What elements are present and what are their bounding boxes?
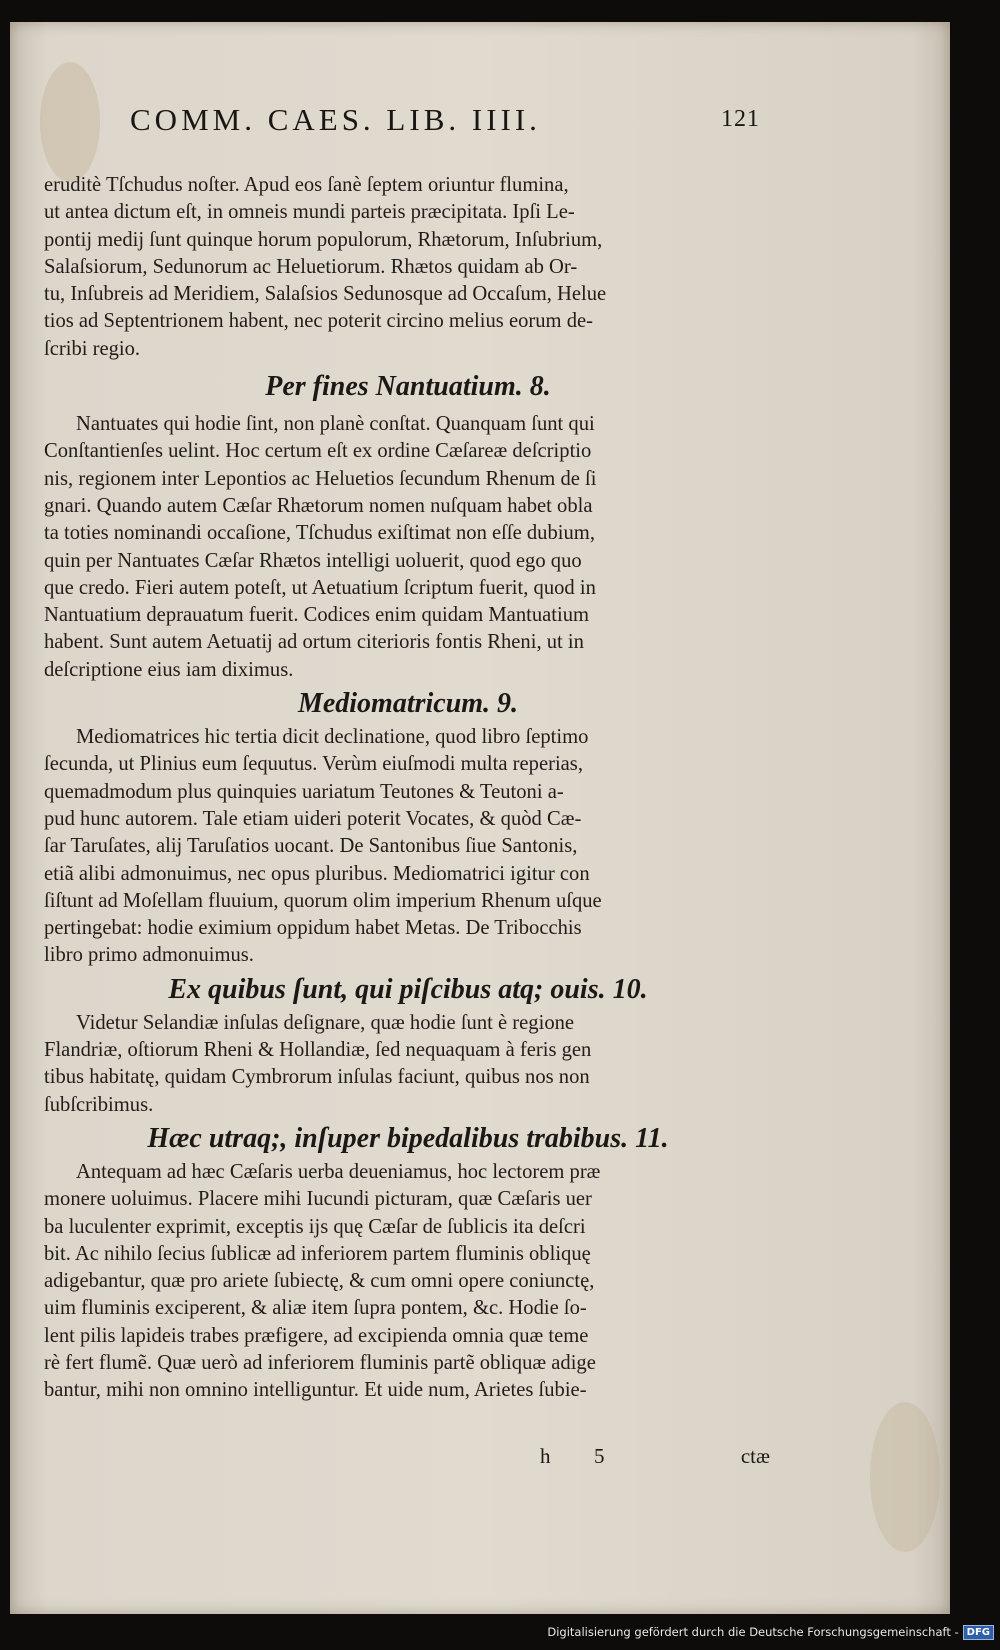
- section-heading-11: Hæc utraq;, inſuper bipedalibus trabibus. 11.: [147, 1122, 669, 1154]
- text-line: uim fluminis exciperent, & aliæ item ſupra pontem, &c. Hodie ſo-: [44, 1297, 587, 1320]
- text-line: ta toties nominandi occaſione, Tſchudus exiſtimat non eſſe dubium,: [44, 522, 595, 545]
- text-line: ſiſtunt ad Moſellam fluuium, quorum olim imperium Rhenum uſque: [44, 889, 602, 912]
- text-line: Conſtantienſes uelint. Hoc certum eſt ex ordine Cæſareæ deſcriptio: [44, 440, 592, 463]
- text-line: ut antea dictum eſt, in omneis mundi parteis præcipitata. Ipſi Le-: [44, 201, 575, 224]
- paper-stain: [870, 1402, 940, 1552]
- text-line: pud hunc autorem. Tale etiam uideri poterit Vocates, & quòd Cæ-: [44, 807, 582, 830]
- text-line: ſecunda, ut Plinius eum ſequutus. Verùm eiuſmodi multa reperias,: [44, 753, 583, 776]
- text-line: bit. Ac nihilo ſecius ſublicæ ad inferiorem partem fluminis obliquę: [44, 1242, 591, 1265]
- text-line: lent pilis lapideis trabes præfigere, ad excipienda omnia quæ teme: [44, 1324, 589, 1347]
- text-line: tibus habitatę, quidam Cymbrorum inſulas faciunt, quibus nos non: [44, 1066, 590, 1089]
- text-line: etiã alibi admonuimus, nec opus pluribus. Mediomatrici igitur con: [44, 862, 590, 885]
- paragraph-10: [44, 1010, 772, 1119]
- text-line: ſcribi regio.: [44, 337, 141, 360]
- text-line: Videtur Selandiæ inſulas deſignare, quæ hodie ſunt è regione: [76, 1011, 575, 1034]
- text-line: que credo. Fieri autem poteſt, ut Aetuatium ſcriptum fuerit, quod in: [44, 576, 596, 599]
- running-head: [130, 102, 760, 150]
- text-line: tios ad Septentrionem habent, nec poterit circino melius eorum de-: [44, 310, 594, 333]
- text-line: pontij medij ſunt quinque horum populorum, Rhætorum, Inſubrium,: [44, 228, 603, 251]
- catchword: ctæ: [740, 1444, 770, 1468]
- text-line: Mediomatrices hic tertia dicit declinatione, quod libro ſeptimo: [76, 726, 589, 749]
- footer-text: Digitalisierung gefördert durch die Deutsche Forschungsgemeinschaft -: [547, 1625, 959, 1639]
- paper-stain: [40, 62, 100, 182]
- text-line: ſubſcribimus.: [44, 1093, 154, 1116]
- text-line: gnari. Quando autem Cæſar Rhætorum nomen nuſquam habet obla: [44, 494, 593, 517]
- running-head-title: COMM. CAES. LIB. IIII.: [130, 102, 541, 137]
- text-line: quemadmodum plus quinquies uariatum Teutones & Teutoni a-: [44, 780, 564, 803]
- section-heading-9: Mediomatricum. 9.: [297, 688, 519, 720]
- folio-number: 121: [721, 106, 760, 132]
- text-line: ſar Taruſates, alij Taruſatios uocant. De Santonibus ſiue Santonis,: [44, 835, 578, 858]
- text-line: nis, regionem inter Lepontios ac Heluetios ſecundum Rhenum de ſi: [44, 467, 597, 490]
- paragraph-8: [44, 411, 772, 684]
- text-line: Nantuates qui hodie ſint, non planè conſtat. Quanquam ſunt qui: [76, 413, 595, 436]
- section-heading-8: Per fines Nantuatium. 8.: [265, 371, 551, 403]
- text-line: rè fert flumẽ. Quæ uerò ad inferiorem fluminis partẽ obliquæ adige: [44, 1351, 596, 1374]
- text-line: habent. Sunt autem Aetuatij ad ortum citerioris fontis Rheni, ut in: [44, 631, 584, 654]
- text-line: monere uoluimus. Placere mihi Iucundi picturam, quæ Cæſaris uer: [44, 1188, 592, 1211]
- text-line: eruditè Tſchudus noſter. Apud eos ſanè ſeptem oriuntur flumina,: [44, 174, 569, 196]
- text-line: bantur, mihi non omnino intelliguntur. Et uide num, Arietes ſubie-: [44, 1379, 587, 1402]
- text-line: Flandriæ, oſtiorum Rheni & Hollandiæ, ſed nequaquam à feris gen: [44, 1039, 592, 1062]
- text-line: quin per Nantuates Cæſar Rhætos intelligi uoluerit, quod ego quo: [44, 549, 582, 572]
- text-line: Salaſsiorum, Sedunorum ac Heluetiorum. Rhætos quidam ab Or-: [44, 255, 578, 278]
- section-heading-10: Ex quibus ſunt, qui piſcibus atq; ouis. 10.: [168, 973, 648, 1005]
- text-line: libro primo admonuimus.: [44, 944, 254, 967]
- text-line: adigebantur, quæ pro ariete ſubiectę, & cum omni opere coniunctę,: [44, 1270, 595, 1293]
- page-body: [44, 172, 772, 1405]
- text-line: Antequam ad hæc Cæſaris uerba deueniamus, hoc lectorem præ: [76, 1160, 601, 1183]
- text-line: pertingebat: hodie eximium oppidum habet Metas. De Tribocchis: [44, 917, 582, 940]
- paragraph-9: [44, 724, 772, 970]
- text-line: ba luculenter exprimit, exceptis ijs quę Cæſar de ſublicis ita deſcri: [44, 1215, 586, 1238]
- digitization-footer: [547, 1622, 994, 1642]
- book-page: [10, 22, 950, 1614]
- text-line: deſcriptione eius iam diximus.: [44, 658, 294, 681]
- signature-mark: h: [540, 1444, 551, 1468]
- signature-number: 5: [594, 1444, 605, 1468]
- paragraph-11: [44, 1159, 772, 1405]
- text-line: tu, Inſubreis ad Meridiem, Salaſsios Sedunosque ad Occaſum, Helue: [44, 283, 607, 306]
- paragraph-continuation: [44, 172, 772, 363]
- text-line: Nantuatium deprauatum fuerit. Codices enim quidam Mantuatium: [44, 604, 590, 627]
- dfg-logo: DFG: [963, 1625, 994, 1640]
